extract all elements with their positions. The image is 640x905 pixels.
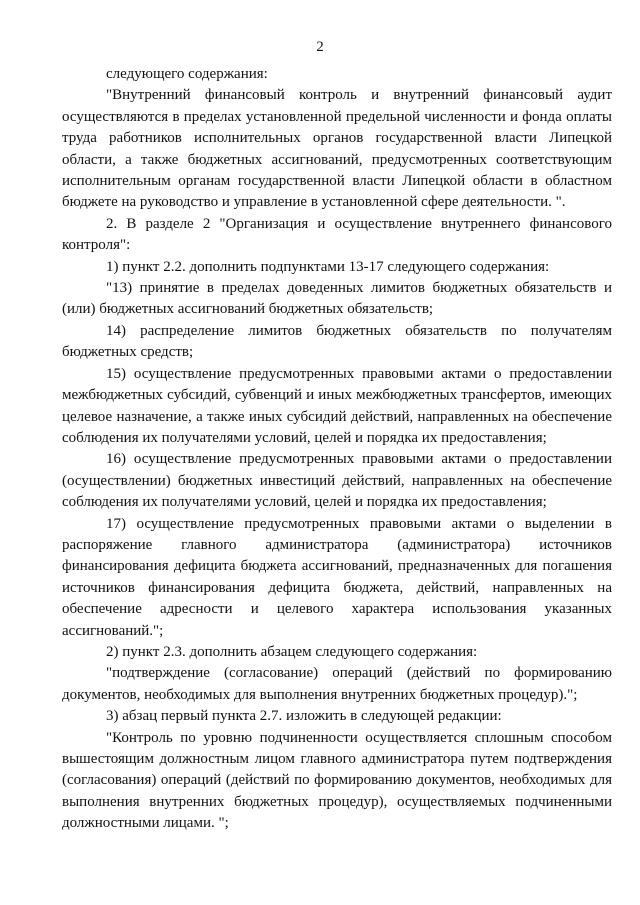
paragraph-10: 2) пункт 2.3. дополнить абзацем следующего содержания: <box>106 643 478 660</box>
paragraph-12: 3) абзац первый пункта 2.7. изложить в следующей редакции: <box>106 708 502 725</box>
page-number: 2 <box>316 39 324 55</box>
paragraph-7: 15) осуществление предусмотренных правовыми актами о предоставлении межбюджетных субсидий, субвенций и иных межбюджетных трансфертов, имеющих целевое назначение, а также иных субсидий действий, направленных на обеспечение соблюдения их получателями условий, целей и порядка их предоставления; <box>62 365 612 446</box>
paragraph-2: "Внутренний финансовый контроль и внутренний финансовый аудит осуществляются в пределах установленной предельной численности и фонда оплаты труда работников исполнительных органов государственной власти Липецкой области, а также бюджетных ассигнований, предусмотренных соответствующим исполнительным органам государственной власти Липецкой области в областном бюджете на руководство и управление в установленной сфере деятельности. ". <box>62 87 612 211</box>
paragraph-8: 16) осуществление предусмотренных правовыми актами о предоставлении (осуществлении) бюджетных инвестиций действий, направленных на обеспечение соблюдения их получателями условий, целей и порядка их предоставления; <box>62 451 612 511</box>
paragraph-4: 1) пункт 2.2. дополнить подпунктами 13-17 следующего содержания: <box>106 258 550 275</box>
paragraph-13: "Контроль по уровню подчиненности осуществляется сплошным способом вышестоящим должностным лицом главного администратора путем подтверждения (согласования) операций (действий по формированию документов, необходимых для выполнения внутренних бюджетных процедур), осуществляемых подчиненными должностными лицами. "; <box>62 729 612 832</box>
paragraph-9: 17) осуществление предусмотренных правовыми актами о выделении в распоряжение главного администратора (администратора) источников финансирования дефицита бюджета ассигнований, предназначенных для погашения источников финансирования дефицита бюджета, действий, направленных на обеспечение адресности и целевого характера использования указанных ассигнований."; <box>62 515 612 639</box>
paragraph-5: "13) принятие в пределах доведенных лимитов бюджетных обязательств и (или) бюджетных ассигнований бюджетных обязательств; <box>62 280 612 318</box>
document-body <box>62 64 612 835</box>
paragraph-3: 2. В разделе 2 "Организация и осуществление внутреннего финансового контроля": <box>62 215 612 254</box>
paragraph-1: следующего содержания: <box>106 66 268 82</box>
paragraph-11: "подтверждение (согласование) операций (действий по формированию документов, необходимых для выполнения внутренних бюджетных процедур)."; <box>62 665 612 703</box>
paragraph-6: 14) распределение лимитов бюджетных обязательств по получателям бюджетных средств; <box>62 322 612 361</box>
